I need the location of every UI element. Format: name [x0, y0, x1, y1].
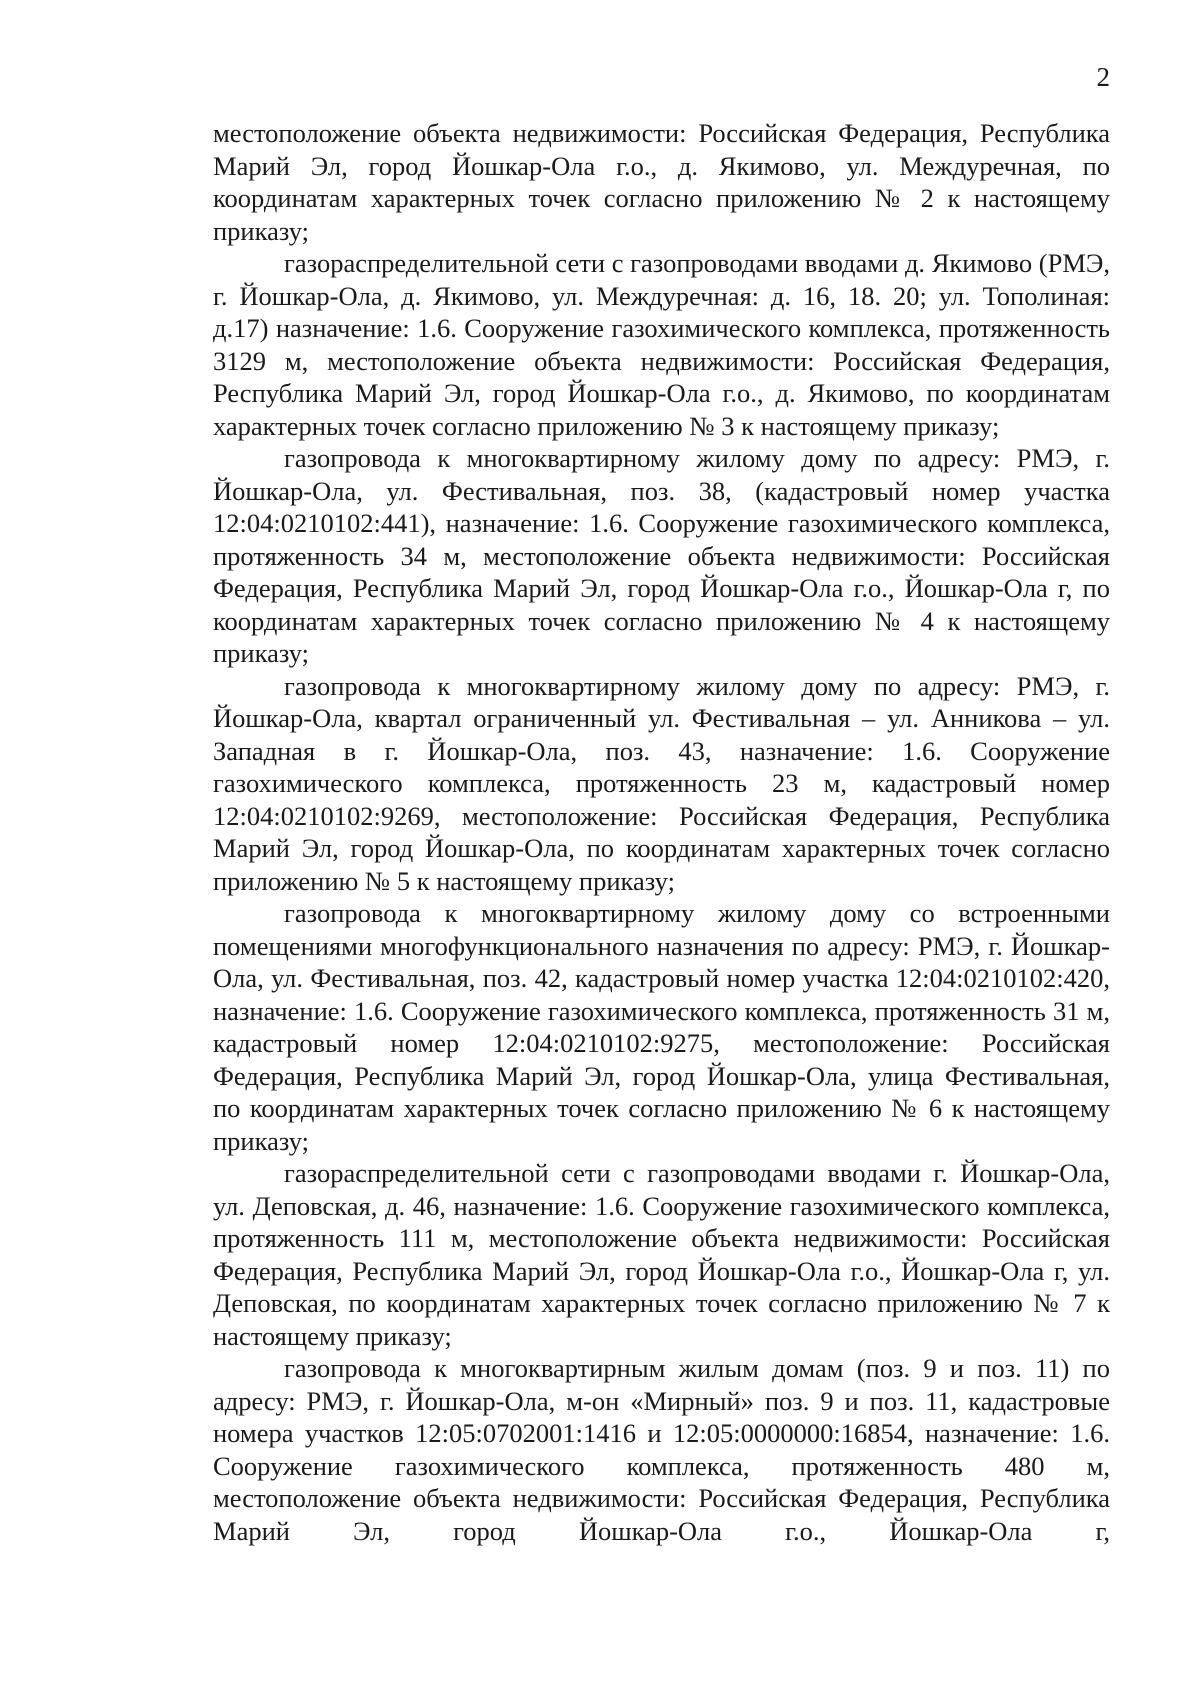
- document-body: [213, 117, 1110, 1547]
- paragraph-festivalnaya-43: газопровода к многоквартирному жилому дому по адресу: РМЭ, г. Йошкар-Ола, квартал ограниченный ул. Фестивальная – ул. Анникова – ул. Западная в г. Йошкар-Ола, поз. 43, назначение: 1.6. Сооружение газохимического комплекса, протяженность 23 м, кадастровый номер 12:04:0210102:9269, местоположение: Российская Федерация, Республика Марий Эл, город Йошкар-Ола, по координатам характерных точек согласно приложению № 5 к настоящему приказу;: [213, 670, 1110, 896]
- paragraph-festivalnaya-42: газопровода к многоквартирному жилому дому со встроенными помещениями многофункционального назначения по адресу: РМЭ, г. Йошкар-Ола, ул. Фестивальная, поз. 42, кадастровый номер участка 12:04:0210102:420, назначение: 1.6. Сооружение газохимического комплекса, протяженность 31 м, кадастровый номер 12:04:0210102:9275, местоположение: Российская Федерация, Республика Марий Эл, город Йошкар-Ола, улица Фестивальная, по координатам характерных точек согласно приложению № 6 к настоящему приказу;: [213, 898, 1110, 1156]
- paragraph-depovskaya-46: газораспределительной сети с газопроводами вводами г. Йошкар-Ола, ул. Деповская, д. 46, назначение: 1.6. Сооружение газохимического комплекса, протяженность 111 м, местоположение объекта недвижимости: Российская Федерация, Республика Марий Эл, город Йошкар-Ола г.о., Йошкар-Ола г, ул. Деповская, по координатам характерных точек согласно приложению № 7 к настоящему приказу;: [213, 1158, 1110, 1351]
- page-number: 2: [1096, 62, 1110, 92]
- paragraph-location-continuation: местоположение объекта недвижимости: Российская Федерация, Республика Марий Эл, город Йошкар-Ола г.о., д. Якимово, ул. Междуречная, по координатам характерных точек согласно приложению № 2 к настоящему приказу;: [213, 118, 1110, 246]
- paragraph-festivalnaya-38: газопровода к многоквартирному жилому дому по адресу: РМЭ, г. Йошкар-Ола, ул. Фестивальная, поз. 38, (кадастровый номер участка 12:04:0210102:441), назначение: 1.6. Сооружение газохимического комплекса, протяженность 34 м, местоположение объекта недвижимости: Российская Федерация, Республика Марий Эл, город Йошкар-Ола г.о., Йошкар-Ола г, по координатам характерных точек согласно приложению № 4 к настоящему приказу;: [213, 443, 1110, 668]
- paragraph-yakimovo-gas-network: газораспределительной сети с газопроводами вводами д. Якимово (РМЭ, г. Йошкар-Ола, д. Якимово, ул. Междуречная: д. 16, 18. 20; ул. Тополиная: д.17) назначение: 1.6. Сооружение газохимического комплекса, протяженность 3129 м, местоположение объекта недвижимости: Российская Федерация, Республика Марий Эл, город Йошкар-Ола г.о., д. Якимово, по координатам характерных точек согласно приложению № 3 к настоящему приказу;: [213, 248, 1110, 441]
- paragraph-mirny-9-11: газопровода к многоквартирным жилым домам (поз. 9 и поз. 11) по адресу: РМЭ, г. Йошкар-Ола, м-он «Мирный» поз. 9 и поз. 11, кадастровые номера участков 12:05:0702001:1416 и 12:05:0000000:16854, назначение: 1.6. Сооружение газохимического комплекса, протяженность 480 м, местоположение объекта недвижимости: Российская Федерация, Республика Марий Эл, город Йошкар-Ола г.о., Йошкар-Ола г,: [213, 1353, 1110, 1546]
